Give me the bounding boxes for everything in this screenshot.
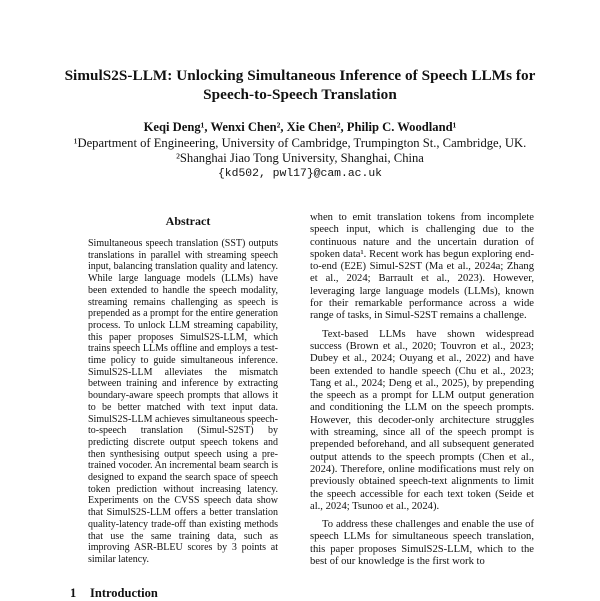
body-paragraph-1: when to emit translation tokens from incomplete speech input, which is challenging due to the continuous nature and the uncertain duration of spoken data¹. Recent work has begun exploring end-to-end (E2E) Simul-S2ST (Ma et al., 2024a; Zhang et al., 2024; Barrault et al., 2023). However, leveraging large language models (LLMs), known for their remarkable performance across a wide range of tasks, in Simul-S2ST remains a challenge.	[310, 212, 534, 322]
author-block	[40, 120, 560, 182]
section-number: 1	[70, 586, 77, 600]
section-title: Introduction	[90, 586, 158, 600]
body-paragraph-2: Text-based LLMs have shown widespread success (Brown et al., 2020; Touvron et al., 2023; Dubey et al., 2024; Ouyang et al., 2022) and have been extended to handle speech (Chu et al., 2023; Tang et al., 2024; Deng et al., 2025), by prepending the speech as a prompt for LLM output generation and conditioning the LLM on the speech prompts. However, this decoder-only architecture struggles with streaming, since all of the speech prompt is prepended beforehand, and all subsequent generated output attends to the speech prompts (Chen et al., 2024). Therefore, online modifications must rely on previously obtained speech-text alignments to limit the speech accessible for each text token (Seide et al., 2024; Tsunoo et al., 2024).	[310, 328, 534, 512]
paper-title: SimulS2S-LLM: Unlocking Simultaneous Inference of Speech LLMs for Speech-to-Speech Translation	[64, 67, 536, 103]
right-column	[310, 212, 534, 568]
author-email: {kd502, pwl17}@cam.ac.uk	[217, 167, 383, 180]
section-heading-introduction	[70, 586, 158, 601]
abstract-text: Simultaneous speech translation (SST) outputs translations in parallel with streaming speech input, balancing translation quality and latency. While large language models (LLMs) have been extended to handle the speech modality, streaming remains challenging as speech is prepended as a prompt for the entire generation process. To unlock LLM streaming capability, this paper proposes SimulS2S-LLM, which trains speech LLMs offline and employs a test-time policy to guide simultaneous inference. SimulS2S-LLM alleviates the mismatch between training and inference by extracting boundary-aware speech prompts that allows it to be better matched with text input data. SimulS2S-LLM achieves simultaneous speech-to-speech translation (Simul-S2ST) by predicting discrete output speech tokens and then synthesising output speech using a pre-trained vocoder. An incremental beam search is designed to expand the search space of speech token prediction without increasing latency. Experiments on the CVSS speech data show that SimulS2S-LLM offers a better translation quality-latency trade-off than existing methods that use the same training data, such as improving ASR-BLEU scores by 3 points at similar latency.	[88, 238, 278, 565]
abstract-heading: Abstract	[165, 214, 211, 228]
body-paragraph-3: To address these challenges and enable the use of speech LLMs for simultaneous speech translation, this paper proposes SimulS2S-LLM, which to the best of our knowledge is the first work to	[310, 519, 534, 568]
author-names: Keqi Deng¹, Wenxi Chen², Xie Chen², Philip C. Woodland¹	[143, 120, 457, 134]
affiliation-2: ²Shanghai Jiao Tong University, Shanghai, China	[176, 151, 424, 165]
affiliation-1: ¹Department of Engineering, University of Cambridge, Trumpington St., Cambridge, UK.	[73, 135, 527, 150]
